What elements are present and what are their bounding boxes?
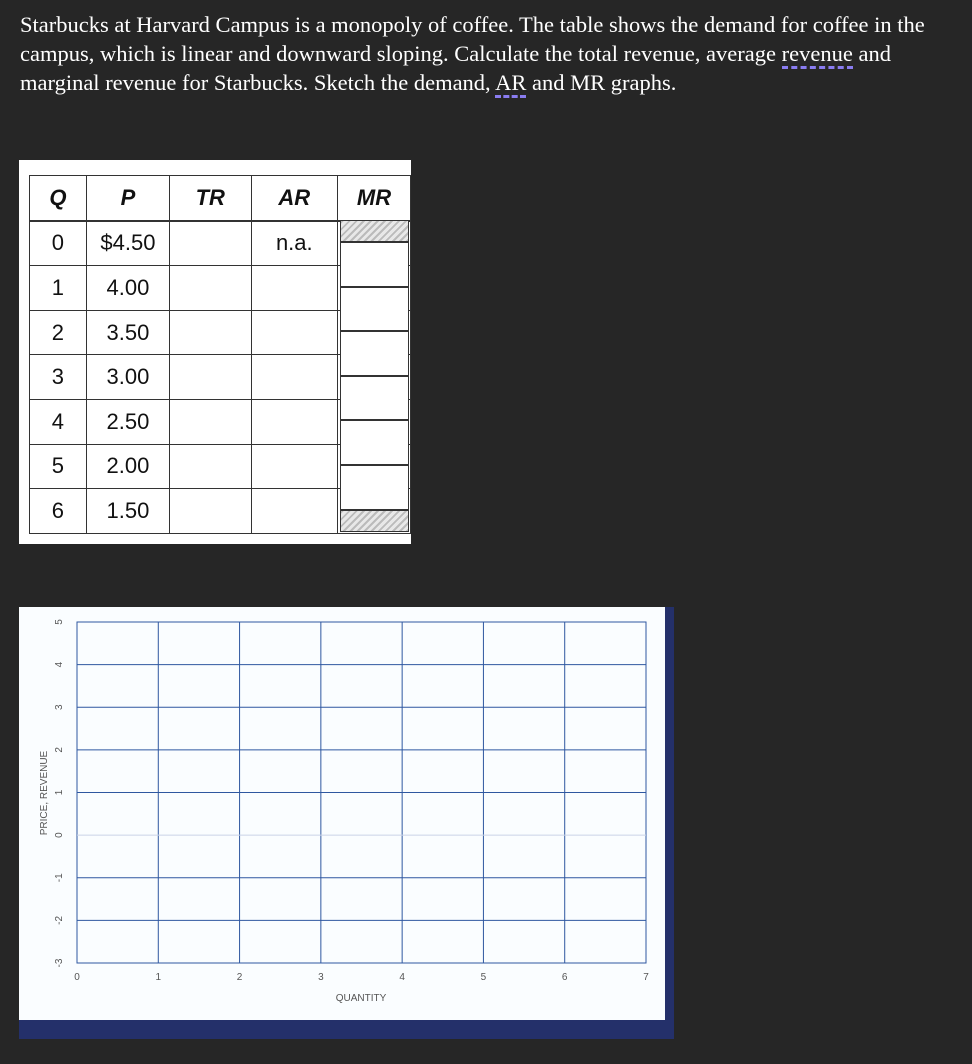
x-tick-label: 3: [318, 972, 324, 983]
cell-p: $4.50: [86, 221, 169, 266]
mr-input-box[interactable]: [340, 331, 409, 376]
y-tick-label: -2: [54, 915, 65, 925]
mr-hatch-top: [340, 220, 409, 242]
cell-ar: n.a.: [251, 221, 338, 266]
cell-tr: [170, 310, 251, 355]
cell-p: 3.00: [86, 355, 169, 400]
header-p: P: [86, 176, 169, 221]
table-header-row: [30, 176, 411, 221]
cell-q: 0: [30, 221, 87, 266]
x-tick-label: 0: [74, 972, 80, 983]
cell-q: 4: [30, 399, 87, 444]
cell-q: 6: [30, 489, 87, 534]
cell-tr: [170, 221, 251, 266]
cell-tr: [170, 444, 251, 489]
x-tick-label: 4: [399, 972, 405, 983]
x-tick-label: 7: [643, 972, 649, 983]
cell-p: 2.50: [86, 399, 169, 444]
cell-ar: [251, 444, 338, 489]
y-tick-label: 3: [54, 704, 65, 711]
y-axis-label: PRICE, REVENUE: [39, 750, 50, 836]
graph-shadow: [19, 1020, 674, 1039]
mr-input-box[interactable]: [340, 420, 409, 465]
question-part2: and marginal revenue for Starbucks. Sketch the demand,: [20, 41, 891, 95]
mr-hatch-bottom: [340, 510, 409, 532]
y-tick-label: -3: [54, 958, 65, 968]
cell-tr: [170, 355, 251, 400]
x-tick-label: 2: [236, 972, 243, 983]
revenue-table-card: [19, 160, 411, 544]
y-tick-label: 2: [54, 747, 65, 753]
cell-p: 3.50: [86, 310, 169, 355]
spellcheck-revenue[interactable]: revenue: [782, 41, 853, 69]
cell-p: 4.00: [86, 266, 169, 311]
x-tick-label: 6: [561, 972, 568, 983]
question-part3: and MR graphs.: [526, 70, 677, 95]
mr-input-box[interactable]: [340, 287, 409, 332]
header-ar: AR: [251, 176, 338, 221]
y-tick-label: 4: [54, 661, 65, 668]
y-tick-label: -1: [54, 873, 65, 883]
x-axis-label: QUANTITY: [335, 993, 387, 1004]
spellcheck-ar[interactable]: AR: [495, 70, 526, 98]
mr-input-box[interactable]: [340, 376, 409, 421]
mr-input-box[interactable]: [340, 242, 409, 287]
cell-q: 3: [30, 355, 87, 400]
cell-p: 2.00: [86, 444, 169, 489]
cell-tr: [170, 489, 251, 534]
question-part1: Starbucks at Harvard Campus is a monopoly of coffee. The table shows the demand for coffee in the campus, which is linear and downward sloping. Calculate the total revenue, average: [20, 12, 925, 66]
cell-ar: [251, 355, 338, 400]
graph-shadow: [665, 607, 674, 1039]
x-tick-label: 5: [480, 972, 487, 983]
cell-q: 2: [30, 310, 87, 355]
question-text: [20, 10, 955, 97]
cell-q: 5: [30, 444, 87, 489]
x-tick-label: 1: [155, 972, 162, 983]
header-mr: MR: [338, 176, 411, 221]
cell-ar: [251, 310, 338, 355]
cell-q: 1: [30, 266, 87, 311]
cell-ar: [251, 399, 338, 444]
header-tr: TR: [170, 176, 251, 221]
y-tick-label: 0: [54, 832, 65, 838]
graph-svg: [19, 607, 665, 1020]
cell-p: 1.50: [86, 489, 169, 534]
y-tick-label: 1: [54, 789, 65, 796]
cell-tr: [170, 266, 251, 311]
cell-tr: [170, 399, 251, 444]
cell-ar: [251, 266, 338, 311]
header-q: Q: [30, 176, 87, 221]
cell-ar: [251, 489, 338, 534]
graph-card: [19, 607, 665, 1020]
y-tick-label: 5: [54, 619, 65, 625]
mr-input-box[interactable]: [340, 465, 409, 510]
